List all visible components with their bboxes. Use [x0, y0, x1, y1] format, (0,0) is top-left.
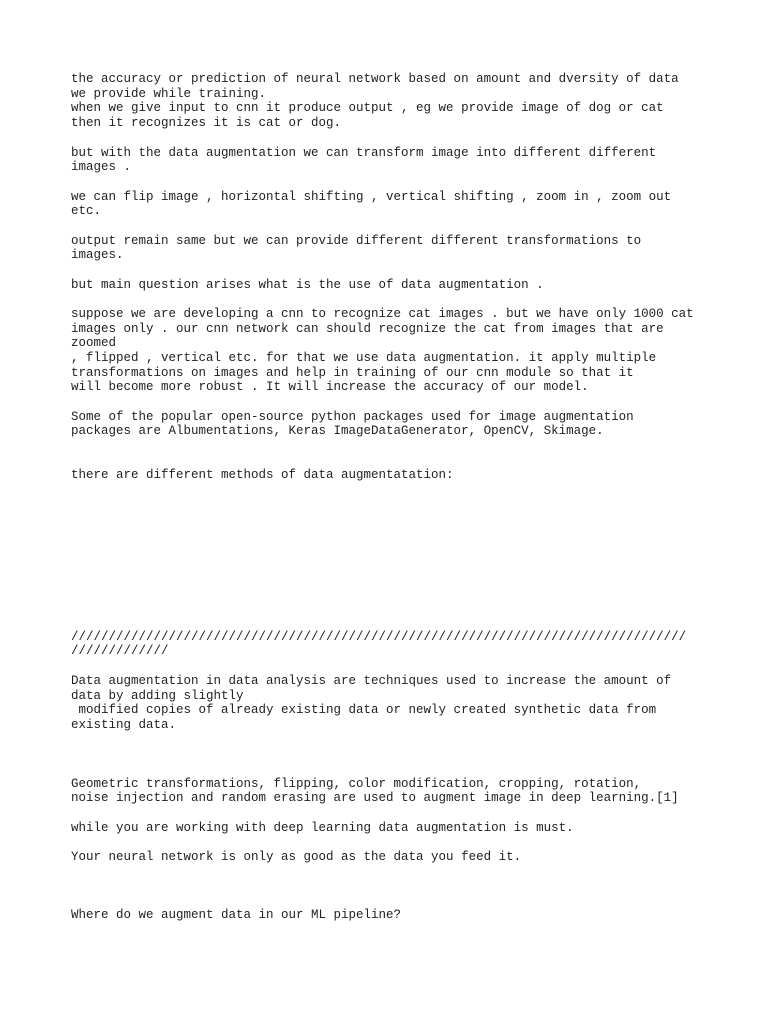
text-line: while you are working with deep learning data augmentation is must.	[71, 821, 574, 835]
text-line: will become more robust . It will increase the accuracy of our model.	[71, 380, 589, 394]
separator-line: /////////////	[71, 644, 169, 658]
text-line: Your neural network is only as good as the data you feed it.	[71, 850, 522, 864]
text-line: Some of the popular open-source python packages used for image augmentation	[71, 410, 634, 424]
text-line: images only . our cnn network can should recognize the cat from images that are	[71, 322, 664, 336]
text-line: packages are Albumentations, Keras ImageDataGenerator, OpenCV, Skimage.	[71, 424, 604, 438]
text-line: Geometric transformations, flipping, color modification, cropping, rotation,	[71, 777, 642, 791]
text-line: but main question arises what is the use of data augmentation .	[71, 278, 544, 292]
text-line: but with the data augmentation we can transform image into different different	[71, 146, 657, 160]
text-line: Data augmentation in data analysis are techniques used to increase the amount of	[71, 674, 672, 688]
text-line: existing data.	[71, 718, 177, 732]
text-line: modified copies of already existing data or newly created synthetic data from	[71, 703, 657, 717]
text-line: zoomed	[71, 336, 117, 350]
text-line: we provide while training.	[71, 87, 267, 101]
text-line: noise injection and random erasing are used to augment image in deep learning.[1]	[71, 791, 679, 805]
text-line: , flipped , vertical etc. for that we use data augmentation. it apply multiple	[71, 351, 657, 365]
text-line: suppose we are developing a cnn to recognize cat images . but we have only 1000 cat	[71, 307, 694, 321]
text-line: etc.	[71, 204, 102, 218]
text-line: when we give input to cnn it produce output , eg we provide image of dog or cat	[71, 101, 664, 115]
text-line: Where do we augment data in our ML pipeline?	[71, 908, 402, 922]
text-line: data by adding slightly	[71, 689, 244, 703]
text-line: the accuracy or prediction of neural network based on amount and dversity of data	[71, 72, 679, 86]
text-line: transformations on images and help in training of our cnn module so that it	[71, 366, 634, 380]
text-line: then it recognizes it is cat or dog.	[71, 116, 342, 130]
text-line: images .	[71, 160, 132, 174]
text-line: images.	[71, 248, 124, 262]
text-line: there are different methods of data augmentatation:	[71, 468, 454, 482]
separator-line: //////////////////////////////////////////////////////////////////////////////////	[71, 630, 687, 644]
text-line: we can flip image , horizontal shifting , vertical shifting , zoom in , zoom out	[71, 190, 672, 204]
text-line: output remain same but we can provide different different transformations to	[71, 234, 642, 248]
